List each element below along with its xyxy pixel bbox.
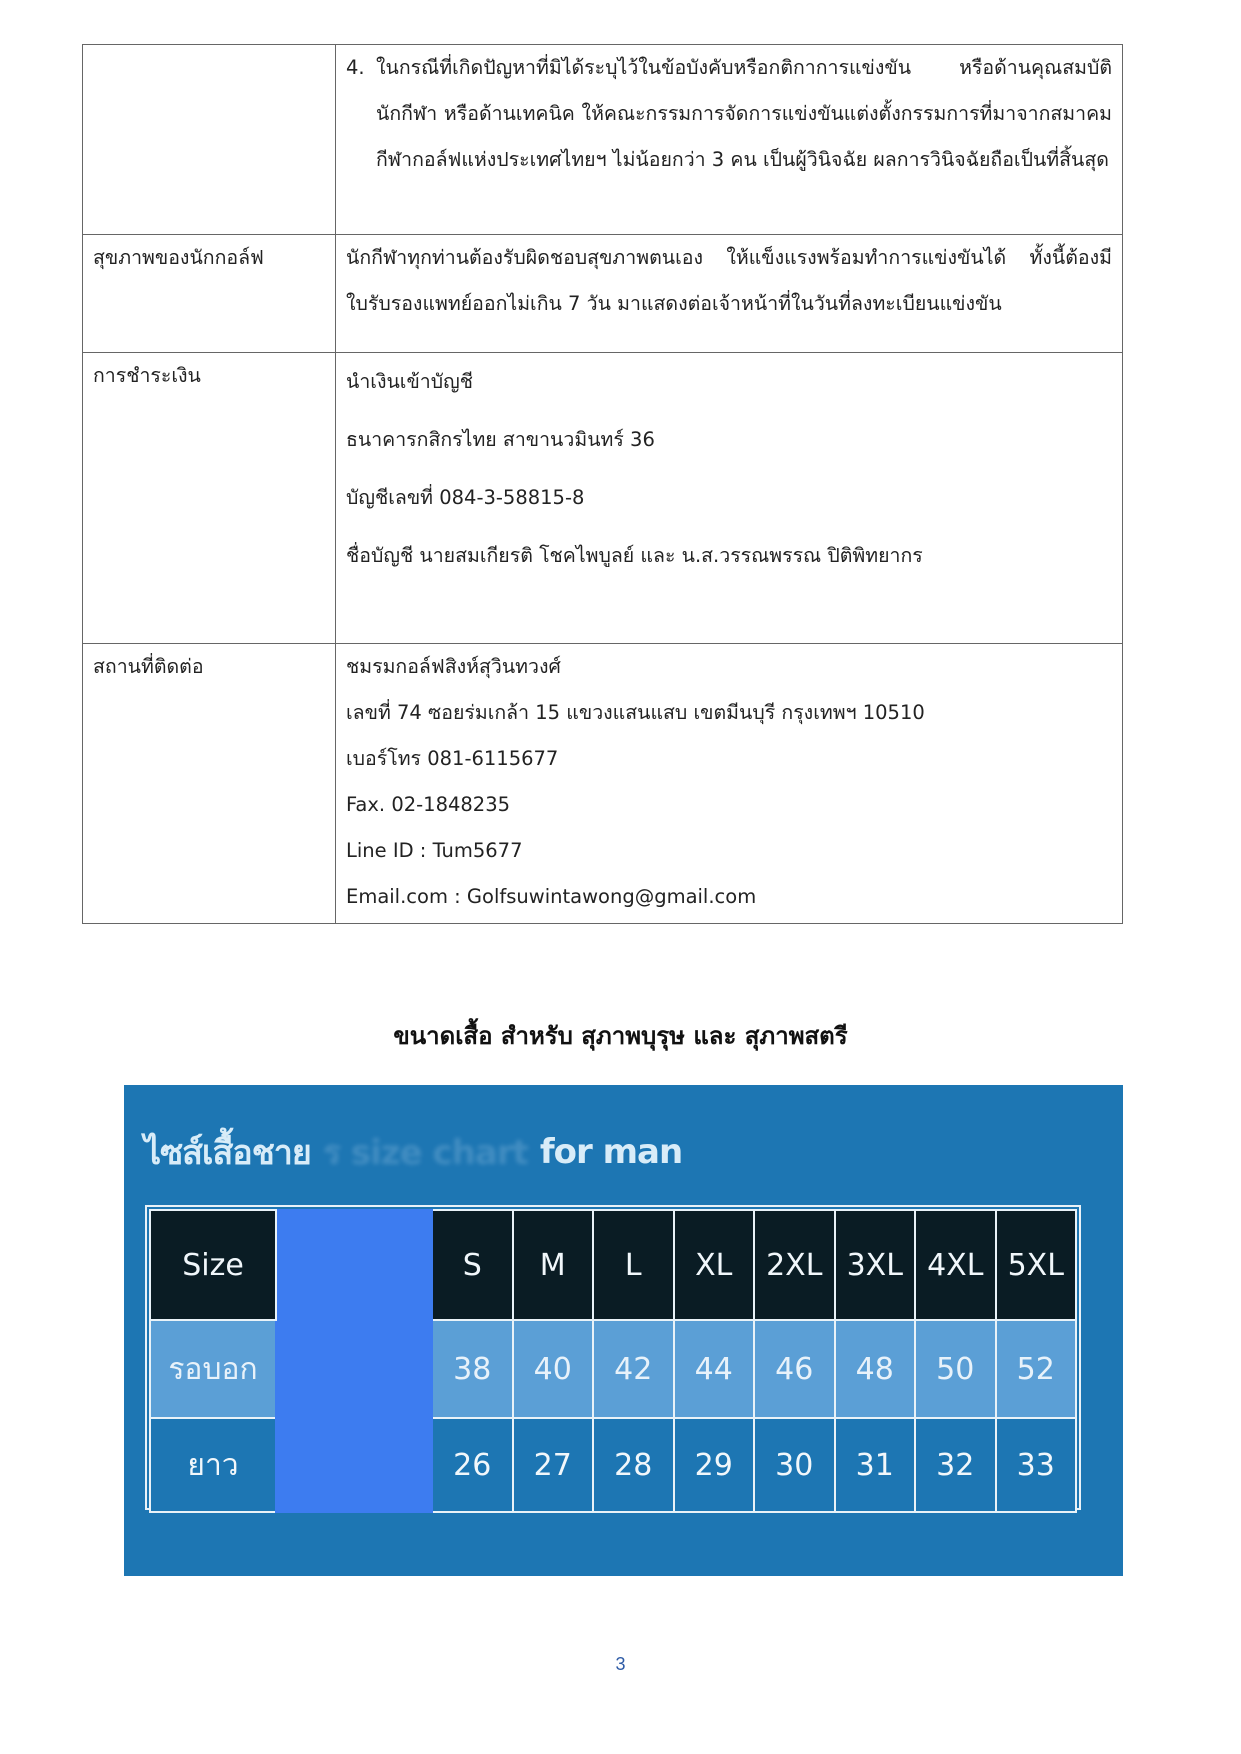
info-table [82,44,1123,924]
payment-account-name: ชื่อบัญชี นายสมเกียรติ โชคไพบูลย์ และ น.ส.วรรณพรรณ ปิติพิทยากร [346,544,923,567]
chest-cell: 40 [513,1320,594,1418]
page-number: 3 [615,1654,626,1674]
size-chart-panel [124,1085,1123,1576]
size-cell: L [593,1210,674,1320]
contact-phone: เบอร์โทร 081-6115677 [346,747,559,770]
contact-cell [336,644,1123,924]
length-cell: 29 [674,1418,755,1512]
size-chart-heading: ขนาดเสื้อ สำหรับ สุภาพบุรุษ และ สุภาพสตรี [393,1021,848,1050]
payment-line-2: ธนาคารกสิกรไทย สาขานวมินทร์ 36 [346,428,655,451]
rule-text: ในกรณีที่เกิดปัญหาที่มิได้ระบุไว้ในข้อบังคับหรือกติกาการแข่งขัน หรือด้านคุณสมบัตินักกีฬา หรือด้านเทคนิค ให้คณะกรรมการจัดการแข่งขันแต่งตั้งกรรมการที่มาจากสมาคมกีฬากอล์ฟแห่งประเทศไทยฯ ไม่น้อยกว่า 3 คน เป็นผู้วินิจฉัย ผลการวินิจฉัยถือเป็นที่สิ้นสุด [376,56,1112,171]
health-row [83,235,1123,353]
size-grid [145,1205,1081,1510]
chest-cell: 42 [593,1320,674,1418]
rules-cell [336,45,1123,235]
contact-club-name: ชมรมกอล์ฟสิงห์สุวินทวงศ์ [346,655,561,678]
size-chart-title [144,1125,682,1179]
redacted-block [276,1210,432,1512]
chest-cell: 44 [674,1320,755,1418]
size-header-row [150,1210,1076,1320]
health-label: สุขภาพของนักกอล์ฟ [83,235,336,353]
length-label: ยาว [150,1418,276,1512]
size-table [149,1209,1077,1513]
contact-row [83,644,1123,924]
size-cell: S [432,1210,513,1320]
size-chart-title-en: for man [539,1132,683,1172]
rule-number: 4. [346,56,365,79]
chest-cell: 50 [915,1320,996,1418]
size-cell: 3XL [835,1210,916,1320]
length-cell: 30 [754,1418,835,1512]
size-cell: XL [674,1210,755,1320]
length-cell: 26 [432,1418,513,1512]
size-cell: 5XL [996,1210,1077,1320]
chest-label: รอบอก [150,1320,276,1418]
chest-cell: 46 [754,1320,835,1418]
chest-cell: 38 [432,1320,513,1418]
payment-spacer [346,585,1112,643]
chest-cell: 52 [996,1320,1077,1418]
length-cell: 28 [593,1418,674,1512]
payment-cell [336,353,1123,644]
size-cell: M [513,1210,594,1320]
rules-row [83,45,1123,235]
contact-label: สถานที่ติดต่อ [83,644,336,924]
size-cell: 4XL [915,1210,996,1320]
contact-address: เลขที่ 74 ซอยร่มเกล้า 15 แขวงแสนแสบ เขตมีนบุรี กรุงเทพฯ 10510 [346,701,925,724]
payment-label: การชำระเงิน [83,353,336,644]
payment-row [83,353,1123,644]
health-text: นักกีฬาทุกท่านต้องรับผิดชอบสุขภาพตนเอง ให้แข็งแรงพร้อมทำการแข่งขันได้ ทั้งนี้ต้องมีใบรับรองแพทย์ออกไม่เกิน 7 วัน มาแสดงต่อเจ้าหน้าที่ในวันที่ลงทะเบียนแข่งขัน [336,235,1123,353]
chest-cell: 48 [835,1320,916,1418]
size-cell: 2XL [754,1210,835,1320]
contact-line-id: Line ID : Tum5677 [346,839,523,862]
contact-email: Email.com : Golfsuwintawong@gmail.com [346,885,757,908]
rule-item-4 [346,45,1112,183]
length-cell: 33 [996,1418,1077,1512]
length-cell: 27 [513,1418,594,1512]
contact-fax: Fax. 02-1848235 [346,793,511,816]
size-chart-title-blurred: ร size chart [322,1133,528,1173]
size-chart-title-thai: ไซส์เสื้อชาย [144,1133,311,1173]
length-cell: 31 [835,1418,916,1512]
payment-account-number: บัญชีเลขที่ 084-3-58815-8 [346,486,585,509]
size-header-label: Size [150,1210,276,1320]
length-cell: 32 [915,1418,996,1512]
rules-label-cell [83,45,336,235]
payment-line-1: นำเงินเข้าบัญชี [346,370,473,393]
